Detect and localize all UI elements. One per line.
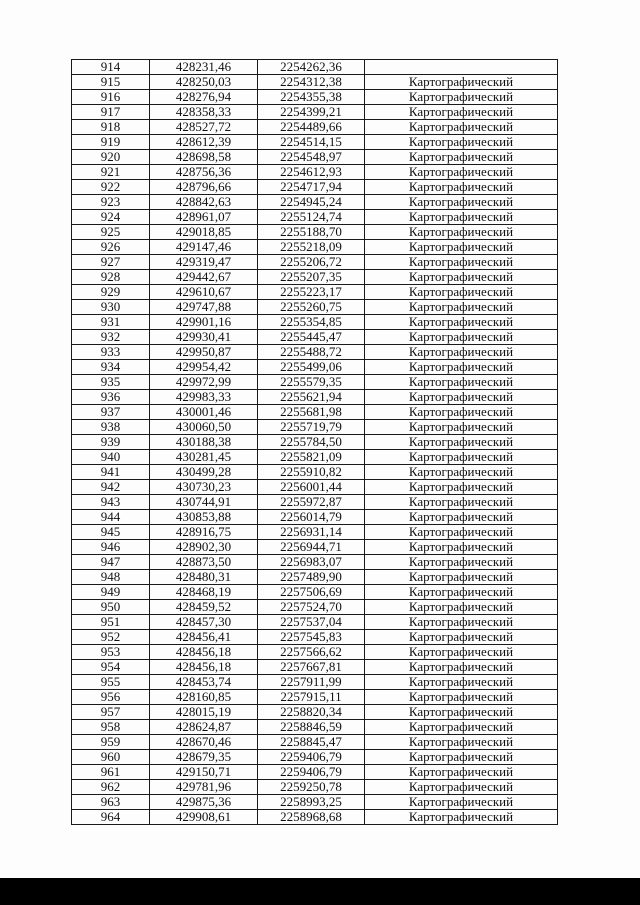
- point-number-cell: 928: [72, 270, 150, 285]
- y-coordinate-cell: 2255445,47: [258, 330, 365, 345]
- table-row: [72, 150, 558, 165]
- point-number-cell: 945: [72, 525, 150, 540]
- y-coordinate-cell: 2259406,79: [258, 750, 365, 765]
- x-coordinate-cell: 429610,67: [150, 285, 258, 300]
- x-coordinate-cell: 428796,66: [150, 180, 258, 195]
- method-cell: Картографический: [365, 480, 558, 495]
- coordinates-table-body: [72, 60, 558, 825]
- table-row: [72, 375, 558, 390]
- y-coordinate-cell: 2257911,99: [258, 675, 365, 690]
- method-cell: Картографический: [365, 750, 558, 765]
- y-coordinate-cell: 2254262,36: [258, 60, 365, 75]
- y-coordinate-cell: 2255821,09: [258, 450, 365, 465]
- point-number-cell: 950: [72, 600, 150, 615]
- point-number-cell: 923: [72, 195, 150, 210]
- table-row: [72, 795, 558, 810]
- method-cell: Картографический: [365, 435, 558, 450]
- table-row: [72, 765, 558, 780]
- coordinates-table: [71, 59, 558, 825]
- point-number-cell: 942: [72, 480, 150, 495]
- point-number-cell: 922: [72, 180, 150, 195]
- table-row: [72, 600, 558, 615]
- point-number-cell: 957: [72, 705, 150, 720]
- x-coordinate-cell: 430744,91: [150, 495, 258, 510]
- point-number-cell: 919: [72, 135, 150, 150]
- y-coordinate-cell: 2254548,97: [258, 150, 365, 165]
- table-row: [72, 810, 558, 825]
- table-row: [72, 495, 558, 510]
- method-cell: Картографический: [365, 345, 558, 360]
- y-coordinate-cell: 2255124,74: [258, 210, 365, 225]
- scan-border-bar: [0, 878, 640, 905]
- point-number-cell: 916: [72, 90, 150, 105]
- table-row: [72, 735, 558, 750]
- point-number-cell: 948: [72, 570, 150, 585]
- table-row: [72, 450, 558, 465]
- method-cell: Картографический: [365, 645, 558, 660]
- point-number-cell: 963: [72, 795, 150, 810]
- table-row: [72, 225, 558, 240]
- x-coordinate-cell: 428468,19: [150, 585, 258, 600]
- x-coordinate-cell: 428612,39: [150, 135, 258, 150]
- x-coordinate-cell: 428624,87: [150, 720, 258, 735]
- x-coordinate-cell: 429747,88: [150, 300, 258, 315]
- table-row: [72, 615, 558, 630]
- y-coordinate-cell: 2258993,25: [258, 795, 365, 810]
- method-cell: Картографический: [365, 165, 558, 180]
- table-row: [72, 255, 558, 270]
- point-number-cell: 915: [72, 75, 150, 90]
- x-coordinate-cell: 429954,42: [150, 360, 258, 375]
- table-row: [72, 330, 558, 345]
- x-coordinate-cell: 428456,18: [150, 660, 258, 675]
- method-cell: Картографический: [365, 570, 558, 585]
- y-coordinate-cell: 2257537,04: [258, 615, 365, 630]
- point-number-cell: 921: [72, 165, 150, 180]
- table-row: [72, 270, 558, 285]
- point-number-cell: 959: [72, 735, 150, 750]
- method-cell: Картографический: [365, 555, 558, 570]
- table-row: [72, 510, 558, 525]
- x-coordinate-cell: 429950,87: [150, 345, 258, 360]
- x-coordinate-cell: 429147,46: [150, 240, 258, 255]
- x-coordinate-cell: 429972,99: [150, 375, 258, 390]
- point-number-cell: 940: [72, 450, 150, 465]
- x-coordinate-cell: 428456,41: [150, 630, 258, 645]
- point-number-cell: 946: [72, 540, 150, 555]
- point-number-cell: 929: [72, 285, 150, 300]
- table-row: [72, 345, 558, 360]
- point-number-cell: 920: [72, 150, 150, 165]
- table-row: [72, 540, 558, 555]
- table-row: [72, 585, 558, 600]
- y-coordinate-cell: 2255218,09: [258, 240, 365, 255]
- method-cell: Картографический: [365, 210, 558, 225]
- method-cell: Картографический: [365, 360, 558, 375]
- y-coordinate-cell: 2256001,44: [258, 480, 365, 495]
- method-cell: Картографический: [365, 450, 558, 465]
- point-number-cell: 962: [72, 780, 150, 795]
- table-row: [72, 705, 558, 720]
- y-coordinate-cell: 2256944,71: [258, 540, 365, 555]
- method-cell: Картографический: [365, 465, 558, 480]
- table-row: [72, 390, 558, 405]
- point-number-cell: 932: [72, 330, 150, 345]
- point-number-cell: 924: [72, 210, 150, 225]
- y-coordinate-cell: 2254612,93: [258, 165, 365, 180]
- y-coordinate-cell: 2255488,72: [258, 345, 365, 360]
- y-coordinate-cell: 2254312,38: [258, 75, 365, 90]
- table-row: [72, 195, 558, 210]
- x-coordinate-cell: 430001,46: [150, 405, 258, 420]
- point-number-cell: 931: [72, 315, 150, 330]
- method-cell: Картографический: [365, 285, 558, 300]
- y-coordinate-cell: 2257524,70: [258, 600, 365, 615]
- table-row: [72, 405, 558, 420]
- method-cell: Картографический: [365, 525, 558, 540]
- x-coordinate-cell: 428015,19: [150, 705, 258, 720]
- y-coordinate-cell: 2257566,62: [258, 645, 365, 660]
- point-number-cell: 955: [72, 675, 150, 690]
- x-coordinate-cell: 428480,31: [150, 570, 258, 585]
- y-coordinate-cell: 2256931,14: [258, 525, 365, 540]
- method-cell: Картографический: [365, 660, 558, 675]
- point-number-cell: 961: [72, 765, 150, 780]
- y-coordinate-cell: 2258968,68: [258, 810, 365, 825]
- method-cell: Картографический: [365, 510, 558, 525]
- y-coordinate-cell: 2258845,47: [258, 735, 365, 750]
- x-coordinate-cell: 430499,28: [150, 465, 258, 480]
- method-cell: Картографический: [365, 675, 558, 690]
- point-number-cell: 930: [72, 300, 150, 315]
- table-row: [72, 660, 558, 675]
- method-cell: Картографический: [365, 240, 558, 255]
- y-coordinate-cell: 2257545,83: [258, 630, 365, 645]
- point-number-cell: 925: [72, 225, 150, 240]
- y-coordinate-cell: 2254717,94: [258, 180, 365, 195]
- method-cell: Картографический: [365, 105, 558, 120]
- method-cell: Картографический: [365, 90, 558, 105]
- x-coordinate-cell: 428457,30: [150, 615, 258, 630]
- method-cell: Картографический: [365, 615, 558, 630]
- x-coordinate-cell: 429319,47: [150, 255, 258, 270]
- method-cell: Картографический: [365, 600, 558, 615]
- x-coordinate-cell: 428453,74: [150, 675, 258, 690]
- y-coordinate-cell: 2258820,34: [258, 705, 365, 720]
- y-coordinate-cell: 2255188,70: [258, 225, 365, 240]
- method-cell: Картографический: [365, 180, 558, 195]
- y-coordinate-cell: 2254399,21: [258, 105, 365, 120]
- x-coordinate-cell: 430730,23: [150, 480, 258, 495]
- table-row: [72, 555, 558, 570]
- point-number-cell: 935: [72, 375, 150, 390]
- x-coordinate-cell: 430281,45: [150, 450, 258, 465]
- y-coordinate-cell: 2255260,75: [258, 300, 365, 315]
- method-cell: Картографический: [365, 765, 558, 780]
- x-coordinate-cell: 430188,38: [150, 435, 258, 450]
- point-number-cell: 914: [72, 60, 150, 75]
- table-row: [72, 75, 558, 90]
- x-coordinate-cell: 428961,07: [150, 210, 258, 225]
- point-number-cell: 953: [72, 645, 150, 660]
- x-coordinate-cell: 428756,36: [150, 165, 258, 180]
- point-number-cell: 933: [72, 345, 150, 360]
- x-coordinate-cell: 428276,94: [150, 90, 258, 105]
- y-coordinate-cell: 2259250,78: [258, 780, 365, 795]
- method-cell: Картографический: [365, 795, 558, 810]
- table-row: [72, 90, 558, 105]
- point-number-cell: 947: [72, 555, 150, 570]
- point-number-cell: 937: [72, 405, 150, 420]
- table-row: [72, 180, 558, 195]
- method-cell: Картографический: [365, 390, 558, 405]
- table-row: [72, 315, 558, 330]
- method-cell: Картографический: [365, 810, 558, 825]
- y-coordinate-cell: 2255207,35: [258, 270, 365, 285]
- point-number-cell: 936: [72, 390, 150, 405]
- y-coordinate-cell: 2255499,06: [258, 360, 365, 375]
- table-row: [72, 645, 558, 660]
- point-number-cell: 944: [72, 510, 150, 525]
- table-row: [72, 210, 558, 225]
- x-coordinate-cell: 429875,36: [150, 795, 258, 810]
- point-number-cell: 941: [72, 465, 150, 480]
- x-coordinate-cell: 429018,85: [150, 225, 258, 240]
- method-cell: Картографический: [365, 120, 558, 135]
- method-cell: Картографический: [365, 270, 558, 285]
- point-number-cell: 960: [72, 750, 150, 765]
- x-coordinate-cell: 428670,46: [150, 735, 258, 750]
- method-cell: Картографический: [365, 330, 558, 345]
- y-coordinate-cell: 2255972,87: [258, 495, 365, 510]
- x-coordinate-cell: 428160,85: [150, 690, 258, 705]
- table-row: [72, 690, 558, 705]
- x-coordinate-cell: 428456,18: [150, 645, 258, 660]
- method-cell: Картографический: [365, 720, 558, 735]
- y-coordinate-cell: 2257506,69: [258, 585, 365, 600]
- method-cell: [365, 60, 558, 75]
- table-row: [72, 120, 558, 135]
- method-cell: Картографический: [365, 75, 558, 90]
- y-coordinate-cell: 2254489,66: [258, 120, 365, 135]
- table-row: [72, 780, 558, 795]
- method-cell: Картографический: [365, 585, 558, 600]
- y-coordinate-cell: 2257915,11: [258, 690, 365, 705]
- table-row: [72, 300, 558, 315]
- x-coordinate-cell: 428358,33: [150, 105, 258, 120]
- x-coordinate-cell: 428250,03: [150, 75, 258, 90]
- method-cell: Картографический: [365, 255, 558, 270]
- point-number-cell: 952: [72, 630, 150, 645]
- x-coordinate-cell: 428231,46: [150, 60, 258, 75]
- x-coordinate-cell: 428902,30: [150, 540, 258, 555]
- x-coordinate-cell: 429930,41: [150, 330, 258, 345]
- y-coordinate-cell: 2257667,81: [258, 660, 365, 675]
- x-coordinate-cell: 428873,50: [150, 555, 258, 570]
- table-row: [72, 750, 558, 765]
- method-cell: Картографический: [365, 225, 558, 240]
- point-number-cell: 926: [72, 240, 150, 255]
- point-number-cell: 958: [72, 720, 150, 735]
- x-coordinate-cell: 429150,71: [150, 765, 258, 780]
- x-coordinate-cell: 429983,33: [150, 390, 258, 405]
- table-row: [72, 480, 558, 495]
- method-cell: Картографический: [365, 630, 558, 645]
- table-row: [72, 720, 558, 735]
- y-coordinate-cell: 2254355,38: [258, 90, 365, 105]
- method-cell: Картографический: [365, 540, 558, 555]
- y-coordinate-cell: 2258846,59: [258, 720, 365, 735]
- table-row: [72, 360, 558, 375]
- x-coordinate-cell: 429442,67: [150, 270, 258, 285]
- table-row: [72, 135, 558, 150]
- point-number-cell: 927: [72, 255, 150, 270]
- table-row: [72, 285, 558, 300]
- y-coordinate-cell: 2256983,07: [258, 555, 365, 570]
- x-coordinate-cell: 428916,75: [150, 525, 258, 540]
- y-coordinate-cell: 2259406,79: [258, 765, 365, 780]
- y-coordinate-cell: 2255784,50: [258, 435, 365, 450]
- method-cell: Картографический: [365, 705, 558, 720]
- method-cell: Картографический: [365, 195, 558, 210]
- y-coordinate-cell: 2255621,94: [258, 390, 365, 405]
- x-coordinate-cell: 429781,96: [150, 780, 258, 795]
- table-row: [72, 420, 558, 435]
- y-coordinate-cell: 2254514,15: [258, 135, 365, 150]
- point-number-cell: 949: [72, 585, 150, 600]
- table-row: [72, 60, 558, 75]
- y-coordinate-cell: 2256014,79: [258, 510, 365, 525]
- y-coordinate-cell: 2255579,35: [258, 375, 365, 390]
- method-cell: Картографический: [365, 495, 558, 510]
- point-number-cell: 956: [72, 690, 150, 705]
- x-coordinate-cell: 428459,52: [150, 600, 258, 615]
- point-number-cell: 954: [72, 660, 150, 675]
- y-coordinate-cell: 2255910,82: [258, 465, 365, 480]
- y-coordinate-cell: 2255223,17: [258, 285, 365, 300]
- y-coordinate-cell: 2255681,98: [258, 405, 365, 420]
- y-coordinate-cell: 2255206,72: [258, 255, 365, 270]
- x-coordinate-cell: 430060,50: [150, 420, 258, 435]
- y-coordinate-cell: 2257489,90: [258, 570, 365, 585]
- x-coordinate-cell: 428698,58: [150, 150, 258, 165]
- table-row: [72, 630, 558, 645]
- method-cell: Картографический: [365, 420, 558, 435]
- method-cell: Картографический: [365, 690, 558, 705]
- point-number-cell: 943: [72, 495, 150, 510]
- y-coordinate-cell: 2255354,85: [258, 315, 365, 330]
- method-cell: Картографический: [365, 780, 558, 795]
- point-number-cell: 951: [72, 615, 150, 630]
- method-cell: Картографический: [365, 375, 558, 390]
- x-coordinate-cell: 428842,63: [150, 195, 258, 210]
- method-cell: Картографический: [365, 315, 558, 330]
- table-row: [72, 465, 558, 480]
- y-coordinate-cell: 2255719,79: [258, 420, 365, 435]
- point-number-cell: 917: [72, 105, 150, 120]
- point-number-cell: 918: [72, 120, 150, 135]
- method-cell: Картографический: [365, 405, 558, 420]
- method-cell: Картографический: [365, 300, 558, 315]
- method-cell: Картографический: [365, 135, 558, 150]
- point-number-cell: 939: [72, 435, 150, 450]
- x-coordinate-cell: 428527,72: [150, 120, 258, 135]
- table-row: [72, 435, 558, 450]
- y-coordinate-cell: 2254945,24: [258, 195, 365, 210]
- method-cell: Картографический: [365, 735, 558, 750]
- table-row: [72, 675, 558, 690]
- table-row: [72, 105, 558, 120]
- point-number-cell: 938: [72, 420, 150, 435]
- table-row: [72, 165, 558, 180]
- x-coordinate-cell: 429908,61: [150, 810, 258, 825]
- point-number-cell: 964: [72, 810, 150, 825]
- method-cell: Картографический: [365, 150, 558, 165]
- x-coordinate-cell: 429901,16: [150, 315, 258, 330]
- point-number-cell: 934: [72, 360, 150, 375]
- x-coordinate-cell: 428679,35: [150, 750, 258, 765]
- table-row: [72, 525, 558, 540]
- x-coordinate-cell: 430853,88: [150, 510, 258, 525]
- table-row: [72, 240, 558, 255]
- table-row: [72, 570, 558, 585]
